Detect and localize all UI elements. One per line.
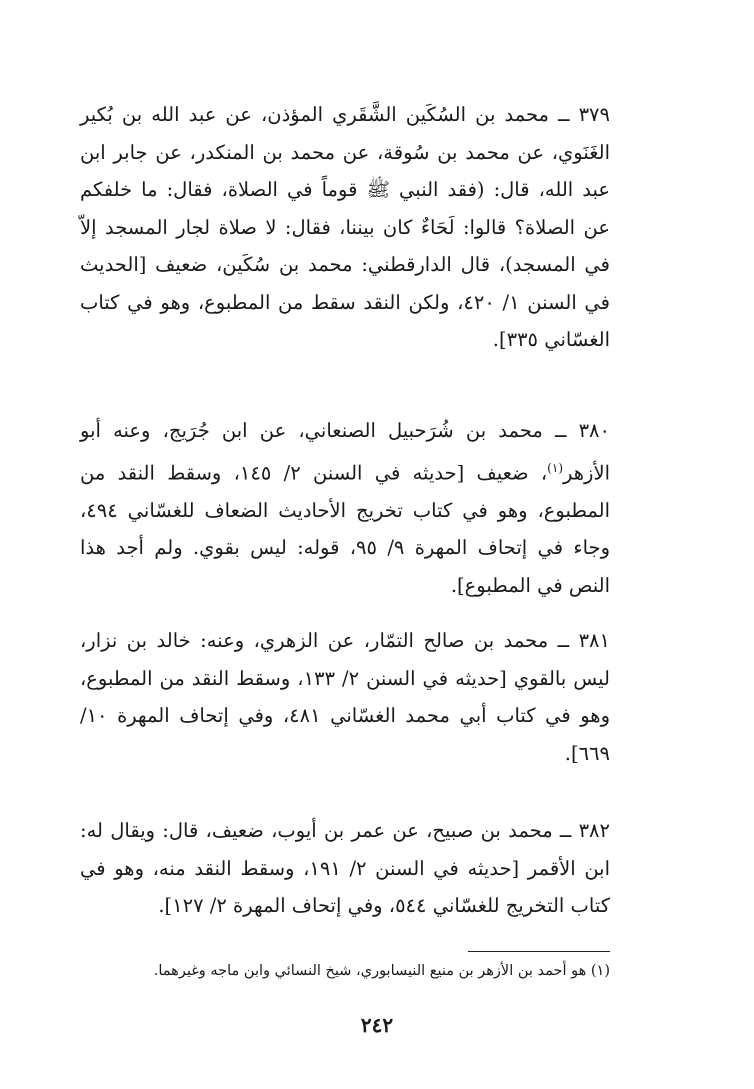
- entry-381-text: ٣٨١ ــ محمد بن صالح التمّار، عن الزهري، وعنه: خالد بن نزار، ليس بالقوي [حديثه في السنن ٢/ ١٣٣، وسقط النقد من المطبوع، وهو في كتاب أبي محمد الغسّاني ٤٨١، وفي إتحاف المهرة ١٠/ ٦٦٩].: [80, 629, 610, 765]
- footnote-text: (١) هو أحمد بن الأزهر بن منيع النيسابوري، شيخ النسائي وابن ماجه وغيرهما.: [153, 963, 610, 979]
- page-number: ٢٤٢: [360, 1013, 394, 1037]
- entry-382-text: ٣٨٢ ــ محمد بن صبيح، عن عمر بن أيوب، ضعيف، قال: ويقال له: ابن الأقمر [حديثه في السنن ٢/ ١٩١، وسقط النقد منه، وهو في كتاب التخريج للغسّاني ٥٤٤، وفي إتحاف المهرة ٢/ ١٢٧].: [80, 819, 611, 917]
- entry-379-text: ٣٧٩ ــ محمد بن السُكَين الشَّقَري المؤذن، عن عبد الله بن بُكير الغَنَوي، عن محمد بن سُوقة، عن محمد بن المنكدر، عن جابر ابن عبد الله، قال: (فقد النبي ﷺ قوماً في الصلاة، فقال: ما خلفكم عن الصلاة؟ قالوا: لَحَاءٌ كان بيننا، فقال: لا صلاة لجار المسجد إلاّ في المسجد)، قال الدارقطني: محمد بن سُكَين، ضعيف [الحديث في السنن ١/ ٤٢٠، ولكن النقد سقط من المطبوع، وهو في كتاب الغسّاني ٣٣٥].: [80, 103, 610, 351]
- entry-380: [80, 412, 610, 604]
- entry-381: [80, 622, 610, 772]
- entry-380-text-start: ٣٨٠ ــ محمد بن شُرَحبيل الصنعاني، عن ابن جُرَيج، وعنه أبو الأزهر: [80, 419, 610, 484]
- entry-379: [80, 96, 610, 359]
- footnote: [80, 956, 610, 986]
- entry-380-text-end: ، ضعيف [حديثه في السنن ٢/ ١٤٥، وسقط النقد من المطبوع، وهو في كتاب تخريج الأحاديث الضعاف للغسّاني ٤٩٤، وجاء في إتحاف المهرة ٩/ ٩٥، قوله: ليس بقوي. ولم أجد هذا النص في المطبوع].: [80, 461, 610, 597]
- footnote-divider: [468, 951, 610, 952]
- footnote-marker: (١): [547, 460, 563, 475]
- entry-382: [80, 812, 610, 925]
